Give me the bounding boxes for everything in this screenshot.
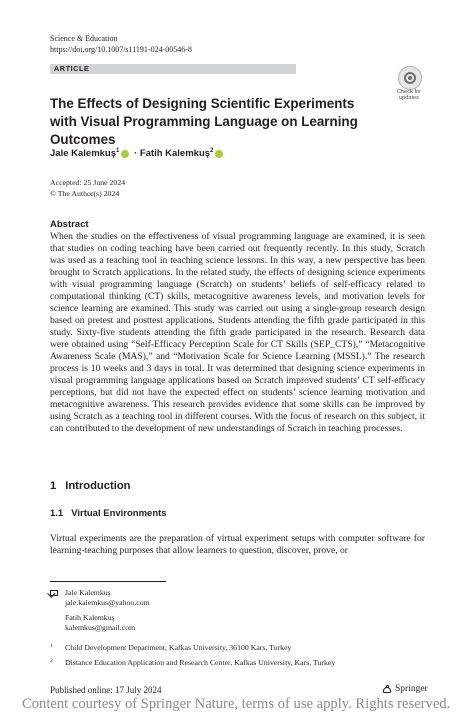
author-name[interactable]: Jale Kalemkuş [50,148,117,159]
affiliation-number: 2 [50,658,53,664]
section-title: Introduction [65,480,131,492]
article-title: The Effects of Designing Scientific Experiments with Visual Programming Language on Learning Outcomes [50,96,358,147]
corresponding-author-email[interactable]: jale.kalemkus@yahoo.com [65,598,150,607]
publisher-name: Springer [395,684,428,694]
abstract-text: When the studies on the effectiveness of visual programming language are examined, it is seen that studies on coding teaching have been carried out frequently recently. In this study, Scratch was used as a teaching tool in teaching science lessons. In this way, a new perspective has been brought to Scratch applications. In the related study, the effects of designing science experiments with visual programming language (Scratch) on students’ beliefs of self-efficacy related to computational thinking (CT) skills, metacognitive awareness levels, and motivation levels for science learning are examined. This study was carried out using a single-group research design based on pretest and posttest applications. Students attending the fifth grade participated in this study. Sixty-five students attending the fifth grade participated in the research. Research data were obtained using “Self-Efficacy Perception Scale for CT Skills (SEP_CTS),” “Metacognitive Awareness Scale (MAS),” and “Motivation Scale for Science Learning (MSSL).” The research process is 10 weeks and 3 days in total. It was determined that designing science experiments in visual programming language applications based on Scratch improved students’ CT self-efficacy perceptions, but did not have the expected effect on students’ science learning motivation and metacognitive awareness. This research provides evidence that some skills can be improved by using Scratch as a teaching tool in different courses. With the focus of research on this subject, it can contributed to the development of new understandings of Scratch in teaching processes. [50,231,425,434]
check-for-updates-icon [398,66,422,90]
affiliation-number: 1 [50,643,53,649]
affiliation-text: Child Development Department, Kafkas University, 36100 Kars, Turkey [65,643,292,652]
copyright-line: © The Author(s) 2024 [50,188,120,198]
accepted-date: Accepted: 25 June 2024 [50,178,126,187]
section-number: 1 [50,480,57,492]
author-list [50,148,225,160]
author-affiliation-sup: 1 [116,148,120,154]
coauthor-name: Fatih Kalemkuş [65,613,115,622]
author-separator: · [131,148,140,159]
orcid-icon[interactable] [121,150,129,158]
envelope-icon [50,590,58,596]
check-badge-line1: Check for [397,89,421,95]
corresponding-author-name: Jale Kalemkuş [65,588,111,597]
intro-paragraph: Virtual experiments are the preparation of virtual experiment setups with computer software for learning-teaching purposes that allow learners to question, discover, prove, or [50,533,425,556]
correspondence-block [50,588,250,638]
author-affiliation-sup: 2 [210,148,214,154]
courtesy-watermark: Content courtesy of Springer Nature, terms of use apply. Rights reserved. [22,696,451,712]
article-type-label: ARTICLE [54,64,90,73]
published-online-date: Published online: 17 July 2024 [50,685,162,695]
abstract-body [50,231,425,435]
doi-link[interactable]: https://doi.org/10.1007/s11191-024-00546-8 [50,44,192,54]
affiliation-text: Distance Education Application and Research Center, Kafkas University, Kars, Turkey [65,658,336,667]
footnote-divider [50,581,166,582]
subsection-heading [50,508,167,519]
abstract-heading: Abstract [50,219,89,230]
article-type-bar [50,64,296,74]
coauthor-email[interactable]: kalemkus@gmail.com [65,623,136,632]
journal-header [50,34,192,55]
subsection-title: Virtual Environments [71,508,167,519]
orcid-icon[interactable] [215,150,223,158]
springer-logo[interactable] [383,684,428,694]
check-badge-line2: updates [399,95,419,102]
section-heading [50,480,130,492]
springer-horse-icon [383,685,392,694]
subsection-number: 1.1 [50,508,64,519]
author-name[interactable]: Fatih Kalemkuş [139,148,211,159]
journal-name: Science & Education [50,34,118,43]
check-for-updates-badge[interactable] [392,66,426,102]
article-dates [50,178,125,199]
